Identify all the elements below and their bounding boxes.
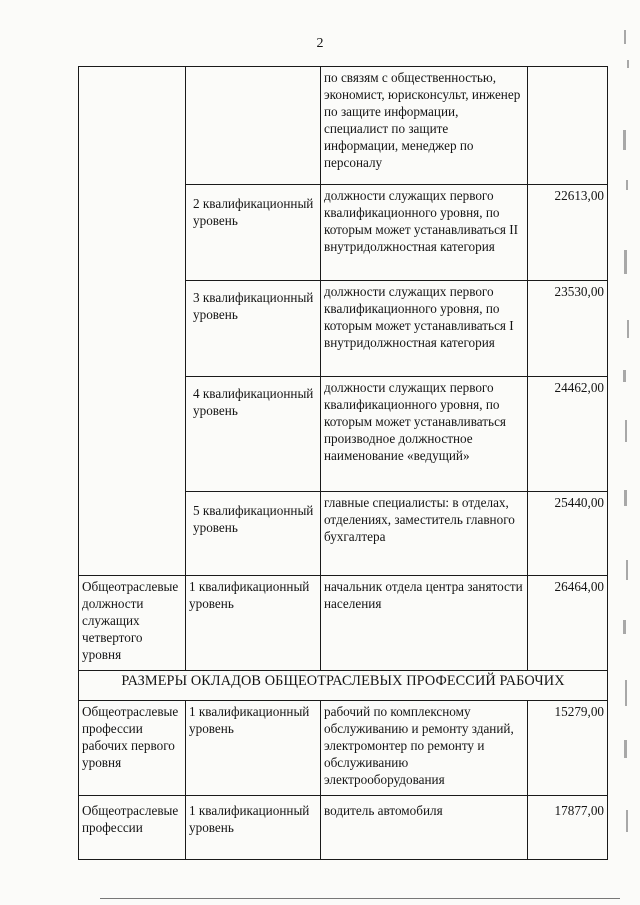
level-cell: 1 квалификационный уровень (186, 576, 321, 671)
positions-cell: должности служащих первого квалификационного уровня, по которым может устанавливаться II внутридолжностная категория (321, 185, 528, 281)
salary-cell (528, 67, 608, 185)
group-cell: Общеотраслевые должности служащих четвертого уровня (79, 576, 186, 671)
salary-cell: 26464,00 (528, 576, 608, 671)
positions-cell: по связям с общественностью, экономист, юрисконсульт, инженер по защите информации, специалист по защите информации, менеджер по персоналу (321, 67, 528, 185)
positions-cell: главные специалисты: в отделах, отделениях, заместитель главного бухгалтера (321, 492, 528, 576)
level-cell (186, 67, 321, 185)
level-cell: 3 квалификационный уровень (186, 281, 321, 377)
level-cell: 2 квалификационный уровень (186, 185, 321, 281)
section-title: РАЗМЕРЫ ОКЛАДОВ ОБЩЕОТРАСЛЕВЫХ ПРОФЕССИЙ РАБОЧИХ (79, 671, 608, 701)
level-cell: 1 квалификационный уровень (186, 701, 321, 796)
table-row (79, 796, 608, 860)
scan-edge-noise (618, 20, 634, 880)
salary-cell: 25440,00 (528, 492, 608, 576)
positions-cell: должности служащих первого квалификационного уровня, по которым может устанавливаться I внутридолжностная категория (321, 281, 528, 377)
salary-cell: 17877,00 (528, 796, 608, 860)
salary-cell: 15279,00 (528, 701, 608, 796)
level-cell: 1 квалификационный уровень (186, 796, 321, 860)
positions-cell: водитель автомобиля (321, 796, 528, 860)
section-header-row (79, 671, 608, 701)
table-row (79, 701, 608, 796)
salary-table (78, 66, 608, 860)
scan-bottom-edge (100, 898, 620, 899)
level-cell: 5 квалификационный уровень (186, 492, 321, 576)
group-cell: Общеотраслевые профессии (79, 796, 186, 860)
positions-cell: должности служащих первого квалификационного уровня, по которым может устанавливаться производное должностное наименование «ведущий» (321, 377, 528, 492)
table-row (79, 67, 608, 185)
positions-cell: начальник отдела центра занятости населения (321, 576, 528, 671)
salary-cell: 22613,00 (528, 185, 608, 281)
salary-cell: 24462,00 (528, 377, 608, 492)
scan-artifact-graphic (618, 20, 634, 880)
table-row (79, 576, 608, 671)
level-cell: 4 квалификационный уровень (186, 377, 321, 492)
positions-cell: рабочий по комплексному обслуживанию и ремонту зданий, электромонтер по ремонту и обслуживанию электрооборудования (321, 701, 528, 796)
page-number: 2 (316, 36, 324, 51)
group-cell: Общеотраслевые профессии рабочих первого уровня (79, 701, 186, 796)
salary-cell: 23530,00 (528, 281, 608, 377)
group-cell-servants-3 (79, 67, 186, 576)
